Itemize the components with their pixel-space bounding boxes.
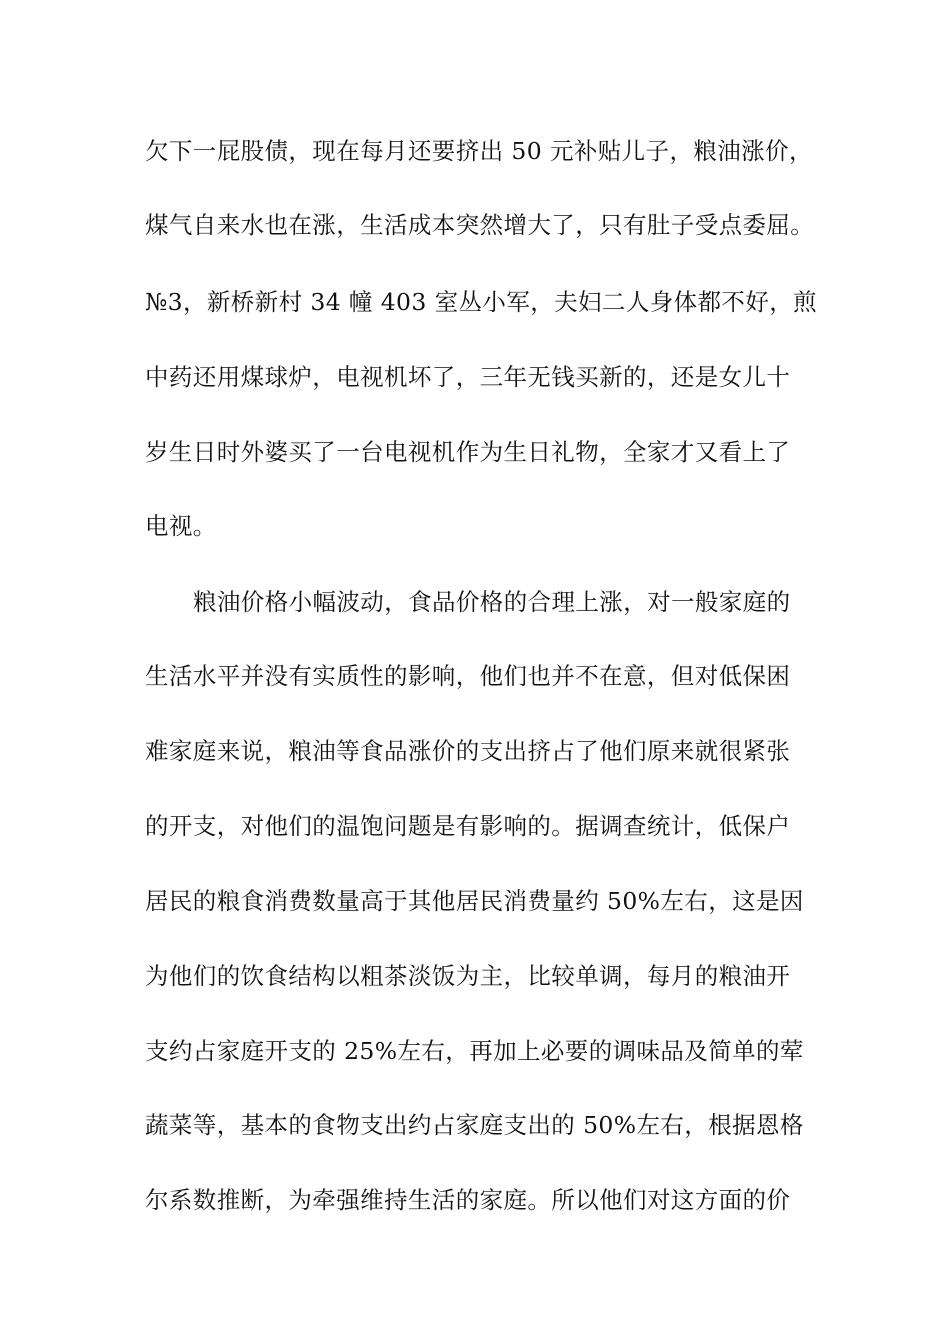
text-line: 蔬菜等，基本的食物支出约占家庭支出的 50%左右，根据恩格 [145,1111,804,1139]
text-line: №3，新桥新村 34 幢 403 室丛小军，夫妇二人身体都不好，煎 [145,288,818,316]
text-line: 煤气自来水也在涨，生活成本突然增大了，只有肚子受点委屈。 [145,211,815,239]
text-line: 岁生日时外婆买了一台电视机作为生日礼物，全家才又看上了 [145,438,791,466]
text-line: 支约占家庭开支的 25%左右，再加上必要的调味品及简单的荤 [145,1037,804,1065]
text-line: 的开支，对他们的温饱问题是有影响的。据调查统计，低保户 [145,812,791,840]
text-line: 为他们的饮食结构以粗茶淡饭为主，比较单调，每月的粮油开 [145,962,791,990]
text-line: 生活水平并没有实质性的影响，他们也并不在意，但对低保困 [145,662,791,690]
paragraph-first-line: 粮油价格小幅波动，食品价格的合理上涨，对一般家庭的 [193,588,791,616]
text-line: 电视。 [145,512,217,540]
text-line: 难家庭来说，粮油等食品涨价的支出挤占了他们原来就很紧张 [145,737,791,765]
text-line: 欠下一屁股债，现在每月还要挤出 50 元补贴儿子，粮油涨价， [145,137,813,165]
text-line: 居民的粮食消费数量高于其他居民消费量约 50%左右，这是因 [145,887,804,915]
text-line: 中药还用煤球炉，电视机坏了，三年无钱买新的，还是女儿十 [145,363,791,391]
text-line: 尔系数推断，为牵强维持生活的家庭。所以他们对这方面的价 [145,1186,791,1214]
